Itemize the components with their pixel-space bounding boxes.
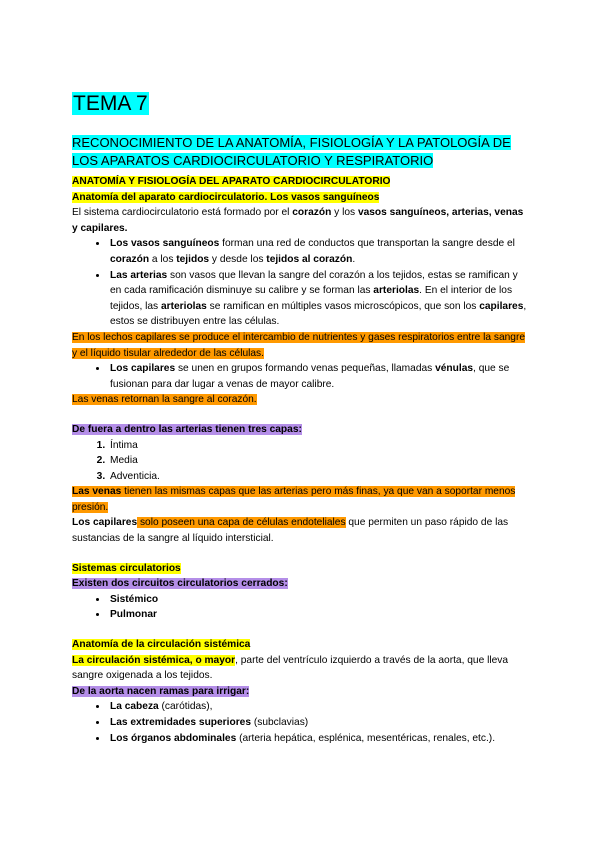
venas-retornan-text: Las venas retornan la sangre al corazón.	[72, 394, 257, 406]
venas-capas-paragraph	[72, 484, 528, 515]
vasos-list	[72, 236, 528, 330]
subheading-vasos	[72, 190, 528, 206]
page-title: TEMA 7	[73, 92, 148, 115]
sistemica-heading-text: Anatomía de la circulación sistémica	[72, 639, 251, 651]
bullet-text: se unen en grupos formando venas pequeñas, llamadas	[175, 363, 436, 375]
sistemica-text: , parte del ventrículo izquierdo a través de la aorta, que lleva sangre oxigenada a los tejidos.	[72, 654, 509, 682]
venas-text: tienen las mismas capas que las arterias pero más finas, ya que van a soportar menos presión.	[72, 486, 516, 513]
list-item: 3. Adventicia.	[108, 469, 528, 485]
bullet-bold: capilares	[479, 300, 524, 312]
subtitle-text: RECONOCIMIENTO DE LA ANATOMÍA, FISIOLOGÍA Y LA PATOLOGÍA DE LOS APARATOS CARDIOCIRCULATORIO Y RESPIRATORIO	[72, 135, 511, 168]
spacer	[72, 408, 528, 422]
spacer	[72, 547, 528, 561]
venas-retornan-paragraph	[72, 392, 528, 408]
section-heading-anatomia	[72, 174, 528, 190]
bullet-bold: Pulmonar	[110, 609, 157, 621]
bullet-text: (arteria hepática, esplénica, mesentéricas, renales, etc.).	[236, 732, 496, 744]
bullet-text: (carótidas),	[158, 701, 213, 713]
bullet-bold: Los órganos abdominales	[110, 732, 237, 744]
venas-bold: Las venas	[72, 486, 122, 498]
list-item: 2. Media	[108, 453, 528, 469]
list-item	[108, 607, 528, 623]
intro-text-2: y los	[331, 207, 358, 219]
sistemica-paragraph	[72, 653, 528, 684]
bullet-text: (subclavias)	[251, 717, 309, 728]
capilares-text: que permiten un paso rápido de las sustancias de la sangre al líquido intersticial.	[72, 517, 509, 545]
bullet-text: se ramifican en múltiples vasos microscópicos, que son los	[206, 300, 480, 312]
capas-heading-text: De fuera a dentro las arterias tienen tres capas:	[72, 423, 302, 435]
bullet-bold: Las arterias	[110, 269, 168, 281]
intro-text-1: El sistema cardiocirculatorio está formado por el	[72, 207, 293, 219]
sistemica-heading	[72, 637, 528, 653]
capilares-capas-paragraph	[72, 515, 528, 546]
venas-capas-highlight	[72, 486, 515, 513]
lechos-paragraph	[72, 330, 528, 361]
bullet-bold: Los capilares	[110, 363, 176, 375]
bullet-text: forman una red de conductos que transportan la sangre desde el	[219, 238, 515, 250]
list-item	[108, 699, 528, 715]
subheading-b: Los vasos sanguíneos	[270, 191, 380, 203]
bullet-bold: arteriolas	[373, 285, 420, 297]
list-item	[108, 592, 528, 608]
sistemas-subheading-text: Existen dos circuitos circulatorios cerrados:	[72, 578, 288, 590]
sistemas-heading-text: Sistemas circulatorios	[72, 562, 181, 574]
bullet-text: , que se fusionan para dar lugar a venas de mayor calibre.	[110, 363, 510, 390]
capilares-list	[72, 361, 528, 392]
bullet-bold: Los vasos sanguíneos	[110, 238, 220, 250]
bullet-bold: corazón	[110, 253, 150, 265]
bullet-bold: La cabeza	[110, 701, 159, 713]
lechos-text: En los lechos capilares se produce el intercambio de nutrientes y gases respiratorios entre la sangre y el líquido tisular alrededor de las células.	[72, 331, 526, 359]
aorta-subheading	[72, 684, 528, 700]
intro-bold-1: corazón	[292, 207, 332, 219]
sistemas-subheading	[72, 576, 528, 592]
bullet-bold: tejidos al corazón	[266, 253, 353, 265]
capas-list	[72, 438, 528, 485]
title-block	[72, 90, 528, 118]
bullet-text: . En el interior de los tejidos, las	[110, 285, 513, 312]
list-item	[108, 361, 528, 392]
list-item	[108, 715, 528, 731]
list-item	[108, 731, 528, 747]
spacer	[72, 623, 528, 637]
bullet-text: y desde los	[209, 253, 267, 265]
bullet-bold: Sistémico	[110, 593, 159, 605]
list-item	[108, 268, 528, 330]
bullet-bold: Las extremidades superiores	[110, 717, 251, 728]
capilares-bold: Los capilares	[72, 517, 138, 529]
intro-bold-2: vasos sanguíneos, arterias, venas y capilares.	[72, 207, 524, 234]
capas-heading	[72, 422, 528, 438]
bullet-bold: tejidos	[176, 253, 210, 265]
bullet-bold: arteriolas	[160, 300, 207, 312]
list-item	[108, 236, 528, 267]
aorta-subheading-text: De la aorta nacen ramas para irrigar:	[72, 685, 250, 697]
aorta-list	[72, 699, 528, 746]
bullet-text: a los	[149, 253, 177, 265]
bullet-text: .	[352, 253, 356, 265]
bullet-text: son vasos que llevan la sangre del corazón a los tejidos, estas se ramifican y en cada ramificación disminuye su calibre y se forman las	[110, 269, 518, 297]
intro-paragraph	[72, 205, 528, 236]
list-item: 1. Íntima	[108, 438, 528, 454]
document-subtitle	[72, 134, 528, 170]
bullet-bold: vénulas	[435, 363, 474, 375]
bullet-text: , estos se distribuyen entre las células.	[110, 300, 527, 328]
section-heading-text: ANATOMÍA Y FISIOLOGÍA DEL APARATO CARDIOCIRCULATORIO	[72, 176, 391, 187]
sistemica-bold: La circulación sistémica, o mayor	[72, 654, 236, 666]
sistemas-heading	[72, 561, 528, 577]
document-content	[72, 90, 528, 746]
capilares-highlight: solo poseen una capa de células endoteliales	[137, 517, 346, 529]
subheading-a: Anatomía del aparato cardiocirculatorio.	[72, 191, 268, 203]
sistemas-list	[72, 592, 528, 623]
